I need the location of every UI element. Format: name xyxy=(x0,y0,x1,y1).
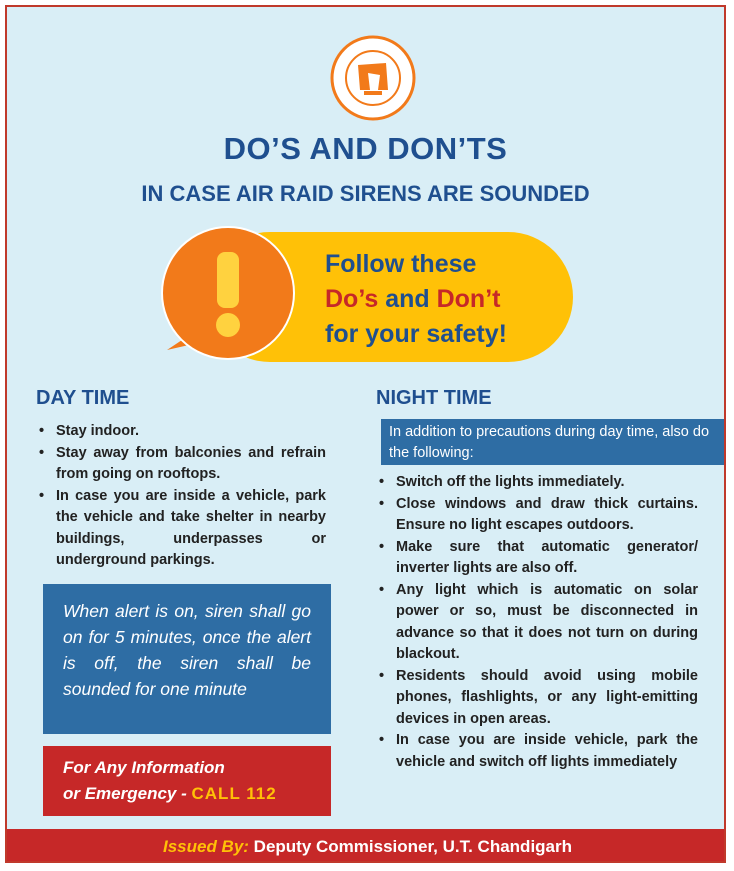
banner-line3: for your safety! xyxy=(325,320,507,348)
list-item: • Any light which is automatic on solar power or so, must be disconnected in advance so that it does not turn on during blackout. xyxy=(376,580,698,666)
poster xyxy=(5,5,726,863)
banner-line2 xyxy=(325,282,507,317)
banner-line1: Follow these xyxy=(325,250,477,278)
issued-by-label: Issued By: xyxy=(162,837,249,856)
list-item: • Residents should avoid using mobile phones, flashlights, or any light-emitting devices in open areas. xyxy=(376,666,698,731)
list-item: • Make sure that automatic generator/ inverter lights are also off. xyxy=(376,537,698,580)
issued-by-footer xyxy=(7,829,726,863)
list-item: • Stay indoor. xyxy=(36,421,326,443)
emergency-box xyxy=(43,746,331,816)
call-number: CALL 112 xyxy=(191,784,277,803)
safety-banner-text xyxy=(325,247,507,352)
list-item: • Stay away from balconies and refrain from going on rooftops. xyxy=(36,443,326,486)
page-title: DO’S AND DON’TS xyxy=(223,131,508,166)
issued-by-name: Deputy Commissioner, U.T. Chandigarh xyxy=(248,837,573,856)
list-item: • In case you are inside a vehicle, park the vehicle and take shelter in nearby buildings, underpasses or underground parkings. xyxy=(36,486,326,572)
list-item: • Close windows and draw thick curtains. Ensure no light escapes outdoors. xyxy=(376,494,698,537)
day-time-heading: DAY TIME xyxy=(36,387,130,409)
emergency-line2 xyxy=(63,781,311,807)
emergency-line1: For Any Information xyxy=(63,758,225,777)
night-time-note: In addition to precautions during day time, also do the following: xyxy=(381,419,726,465)
chandigarh-administration-logo xyxy=(330,35,416,121)
day-time-list xyxy=(36,421,326,572)
banner-dont: Don’t xyxy=(436,285,501,313)
night-time-heading: NIGHT TIME xyxy=(376,387,492,409)
list-item: • Switch off the lights immediately. xyxy=(376,472,698,494)
banner-and: and xyxy=(378,285,437,313)
siren-info-box: When alert is on, siren shall go on for 5 minutes, once the alert is off, the siren shall be sounded for one minute xyxy=(43,584,331,734)
warning-icon xyxy=(157,222,299,364)
emergency-label: or Emergency - xyxy=(63,784,192,803)
night-time-list xyxy=(376,472,698,773)
list-item: • In case you are inside vehicle, park the vehicle and switch off lights immediately xyxy=(376,730,698,773)
banner-dos: Do’s xyxy=(325,285,379,313)
page-subtitle: IN CASE AIR RAID SIRENS ARE SOUNDED xyxy=(141,181,590,206)
